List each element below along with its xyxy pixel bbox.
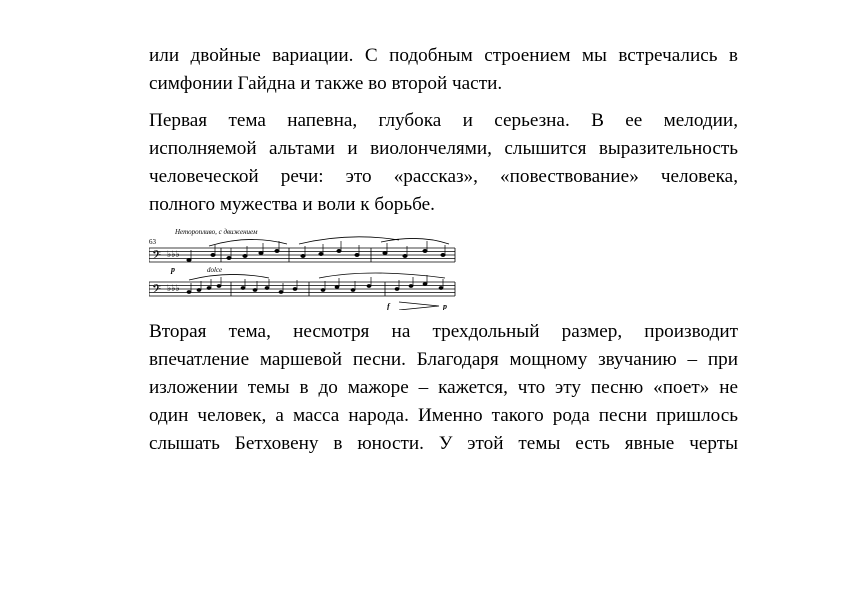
text-line: впечатление маршевой песни. Благодаря мощному звучанию – при bbox=[149, 349, 738, 370]
svg-text:♭♭♭: ♭♭♭ bbox=[167, 249, 180, 259]
expression-dolce: dolce bbox=[207, 266, 223, 274]
text-line: изложении темы в до мажоре – кажется, что эту песню «поет» не bbox=[149, 377, 738, 398]
paragraph-1 bbox=[149, 42, 738, 98]
text-line: Вторая тема, несмотря на трехдольный размер, производит bbox=[149, 321, 738, 342]
dynamic-p: p bbox=[171, 265, 175, 274]
text-line: полного мужества и воли к борьбе. bbox=[149, 194, 435, 215]
paragraph-2 bbox=[149, 107, 738, 219]
staff-1-notes bbox=[152, 241, 445, 265]
tempo-marking: Неторопливо, с движением bbox=[175, 228, 258, 236]
text-line: один человек, а масса народа. Именно такого рода песни пришлось bbox=[149, 405, 738, 426]
measure-number: 63 bbox=[149, 238, 156, 246]
text-line: слышать Бетховену в юности. У этой темы есть явные черты bbox=[149, 433, 738, 454]
text-line: Первая тема напевна, глубока и серьезна. В ее мелодии, bbox=[149, 110, 738, 131]
staff-1 bbox=[149, 237, 455, 262]
svg-text:𝄢: 𝄢 bbox=[152, 249, 162, 265]
dynamic-f: f bbox=[387, 302, 390, 310]
dynamic-p-end: p bbox=[443, 302, 447, 310]
paragraph-3 bbox=[149, 318, 738, 458]
svg-text:𝄢: 𝄢 bbox=[152, 283, 162, 299]
music-score-excerpt bbox=[149, 226, 459, 310]
text-line: исполняемой альтами и виолончелями, слышится выразительность bbox=[149, 138, 738, 159]
text-line: человеческой речи: это «рассказ», «повествование» человека, bbox=[149, 166, 738, 187]
text-line: симфонии Гайдна и также во второй части. bbox=[149, 73, 503, 94]
text-line: или двойные вариации. С подобным строением мы встречались в bbox=[149, 45, 738, 66]
svg-text:♭♭♭: ♭♭♭ bbox=[167, 283, 180, 293]
staff-2 bbox=[149, 273, 455, 310]
